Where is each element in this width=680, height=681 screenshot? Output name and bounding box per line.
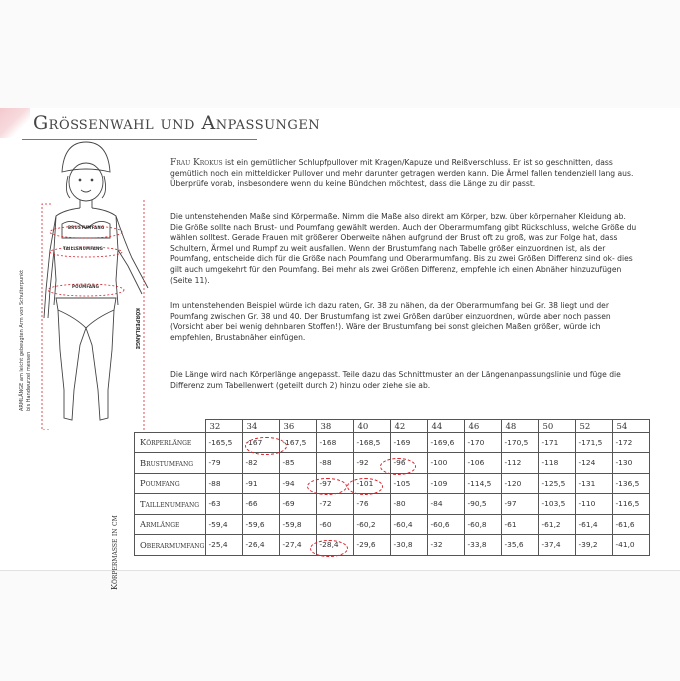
table-cell: -60,2 [353,514,390,535]
table-cell: -96 [390,453,427,474]
table-cell: -88 [316,453,353,474]
row-label: Poumfang [135,473,206,494]
table-cell: -165,5 [205,432,242,453]
table-cell: -97 [501,494,538,515]
table-cell: -35,6 [501,535,538,556]
table-cell: -59,8 [279,514,316,535]
table-cell: -170,5 [501,432,538,453]
size-header-row [135,420,650,433]
top-margin [0,0,680,109]
arm-length-note-line1: ARMLÄNGE am leicht gebeugten Arm von Schulterpunkt [19,269,25,411]
table-cell: -28,4 [316,535,353,556]
row-label: Körperlänge [135,432,206,453]
table-cell: -125,5 [538,473,575,494]
table-cell: -131 [575,473,612,494]
size-header: 44 [427,420,464,433]
body-measurement-figure [19,140,164,434]
table-cell: -171,5 [575,432,612,453]
row-label: Armlänge [135,514,206,535]
table-cell: -41,0 [612,535,649,556]
table-cell: -61,2 [538,514,575,535]
table-corner [135,420,206,433]
example-paragraph: Im untenstehenden Beispiel würde ich dazu raten, Gr. 38 zu nähen, da der Oberarmumfang bei Gr. 38 liegt und der Poumfang zwischen Gr. 38 und 40. Der Brustumfang ist zwei Größen darüber einzuordnen, würde aber noch passen (Vorsicht aber bei wenig dehnbaren Stoffen!). Wäre der Brustumfang bei sonst gleichen Maßen größer, würde ich empfehlen, Brustabnäher einfügen. [170,301,611,342]
table-cell: -172 [612,432,649,453]
table-cell: -114,5 [464,473,501,494]
size-header: 54 [612,420,649,433]
table-cell: -61,4 [575,514,612,535]
table-cell: -167 [242,432,279,453]
highlight-circle [380,458,416,475]
table-cell: -61 [501,514,538,535]
table-cell: -29,6 [353,535,390,556]
table-cell: -79 [205,453,242,474]
size-table [134,419,650,556]
size-header: 48 [501,420,538,433]
hip-label: POUMFANG [72,284,100,289]
bust-label: BRUSTUMFANG [68,225,105,230]
table-row [135,494,650,515]
table-cell: -32 [427,535,464,556]
table-row [135,432,650,453]
table-cell: -110 [575,494,612,515]
highlight-circle [310,540,348,557]
table-cell: -30,8 [390,535,427,556]
table-cell: -101 [353,473,390,494]
table-cell: -82 [242,453,279,474]
table-cell: -39,2 [575,535,612,556]
table-cell: -105 [390,473,427,494]
table-cell: -120 [501,473,538,494]
table-cell: -25,4 [205,535,242,556]
size-header: 32 [205,420,242,433]
size-header: 38 [316,420,353,433]
measurement-paragraph: Die untenstehenden Maße sind Körpermaße. Nimm die Maße also direkt am Körper, bzw. über körpernaher Kleidung ab. Die Größe sollte nach Brust- und Poumfang gewählt werden. Auch der Oberarmumfang gibt Rückschluss, welche Größe du wählen solltest. Gerade Frauen mit größerer Oberweite nähen aufgrund der Brust oft zu groß, was zur Folge hat, dass Schultern, Ärmel und Rumpf zu weit ausfallen. Wenn der Brustumfang nach Tabelle größer einzuordnen ist, als der Poumfang, entscheide dich für die Größe nach Poumfang und Oberarmumfang. Bis zu zwei Größen Differenz sind ok- dies gilt auch umgekehrt für den Poumfang. Bei mehr als zwei Größen Differenz, empfehle ich einen Abnäher hinzuzufügen (Seite 11). [170,212,637,285]
table-row [135,514,650,535]
table-cell: -130 [612,453,649,474]
decorative-corner [0,108,30,138]
table-cell: -124 [575,453,612,474]
highlight-circle [307,478,347,495]
highlight-circle [245,437,287,455]
table-cell: -94 [279,473,316,494]
table-cell: -118 [538,453,575,474]
bottom-margin [0,570,680,681]
table-row [135,473,650,494]
size-header: 46 [464,420,501,433]
table-cell: -90,5 [464,494,501,515]
row-label: Taillenumfang [135,494,206,515]
size-header: 50 [538,420,575,433]
table-cell: -37,4 [538,535,575,556]
page-title: Größenwahl und Anpassungen [33,112,321,134]
table-cell: -97 [316,473,353,494]
table-cell: -60,6 [427,514,464,535]
table-side-label: Körpermaße in cm [110,515,119,590]
table-cell: -100 [427,453,464,474]
row-label: Oberarmumfang [135,535,206,556]
table-cell: -60 [316,514,353,535]
table-cell: -69 [279,494,316,515]
table-cell: -170 [464,432,501,453]
intro-text: ist ein gemütlicher Schlupfpullover mit Kragen/Kapuze und Reißverschluss. Er ist so geschnitten, dass gemütlich noch ein mitteldicker Pullover und mehr darunter getragen werden kann. Die Ärmel fallen tendenziell lang aus. Überprüfe vorab, insbesondere wenn du keine Bündchen möchtest, dass die Länge zu dir passt. [170,158,634,189]
table-cell: -84 [427,494,464,515]
table-cell: -60,8 [464,514,501,535]
table-cell: -26,4 [242,535,279,556]
table-cell: -27,4 [279,535,316,556]
table-cell: -169 [390,432,427,453]
table-cell: -91 [242,473,279,494]
table-cell: -169,6 [427,432,464,453]
length-paragraph: Die Länge wird nach Körperlänge angepasst. Teile dazu das Schnittmuster an der Längenanpassungslinie und füge die Differenz zum Tabellenwert (geteilt durch 2) hinzu oder ziehe sie ab. [170,370,621,390]
table-cell: -59,6 [242,514,279,535]
table-cell: -168 [316,432,353,453]
highlight-circle [347,478,383,495]
table-cell: -61,6 [612,514,649,535]
table-cell: -66 [242,494,279,515]
size-header: 52 [575,420,612,433]
table-cell: -109 [427,473,464,494]
table-cell: -116,5 [612,494,649,515]
table-cell: -106 [464,453,501,474]
table-cell: -171 [538,432,575,453]
body-length-label: KÖRPERLÄNGE [134,308,140,350]
table-cell: -72 [316,494,353,515]
row-label: Brustumfang [135,453,206,474]
table-cell: -167,5 [279,432,316,453]
table-cell: -88 [205,473,242,494]
brand-name: Frau Krokus [170,158,223,168]
table-cell: -112 [501,453,538,474]
table-row [135,535,650,556]
waist-label: TAILLENUMFANG [63,246,104,251]
size-header: 36 [279,420,316,433]
table-cell: -103,5 [538,494,575,515]
size-header: 40 [353,420,390,433]
table-cell: -59,4 [205,514,242,535]
table-cell: -33,8 [464,535,501,556]
table-cell: -92 [353,453,390,474]
table-cell: -85 [279,453,316,474]
size-header: 34 [242,420,279,433]
table-cell: -63 [205,494,242,515]
table-cell: -136,5 [612,473,649,494]
table-cell: -80 [390,494,427,515]
arm-length-note-line2: bis Handwurzel messen [26,351,32,411]
table-cell: -168,5 [353,432,390,453]
table-cell: -60,4 [390,514,427,535]
intro-paragraph [170,158,640,190]
table-cell: -76 [353,494,390,515]
size-header: 42 [390,420,427,433]
